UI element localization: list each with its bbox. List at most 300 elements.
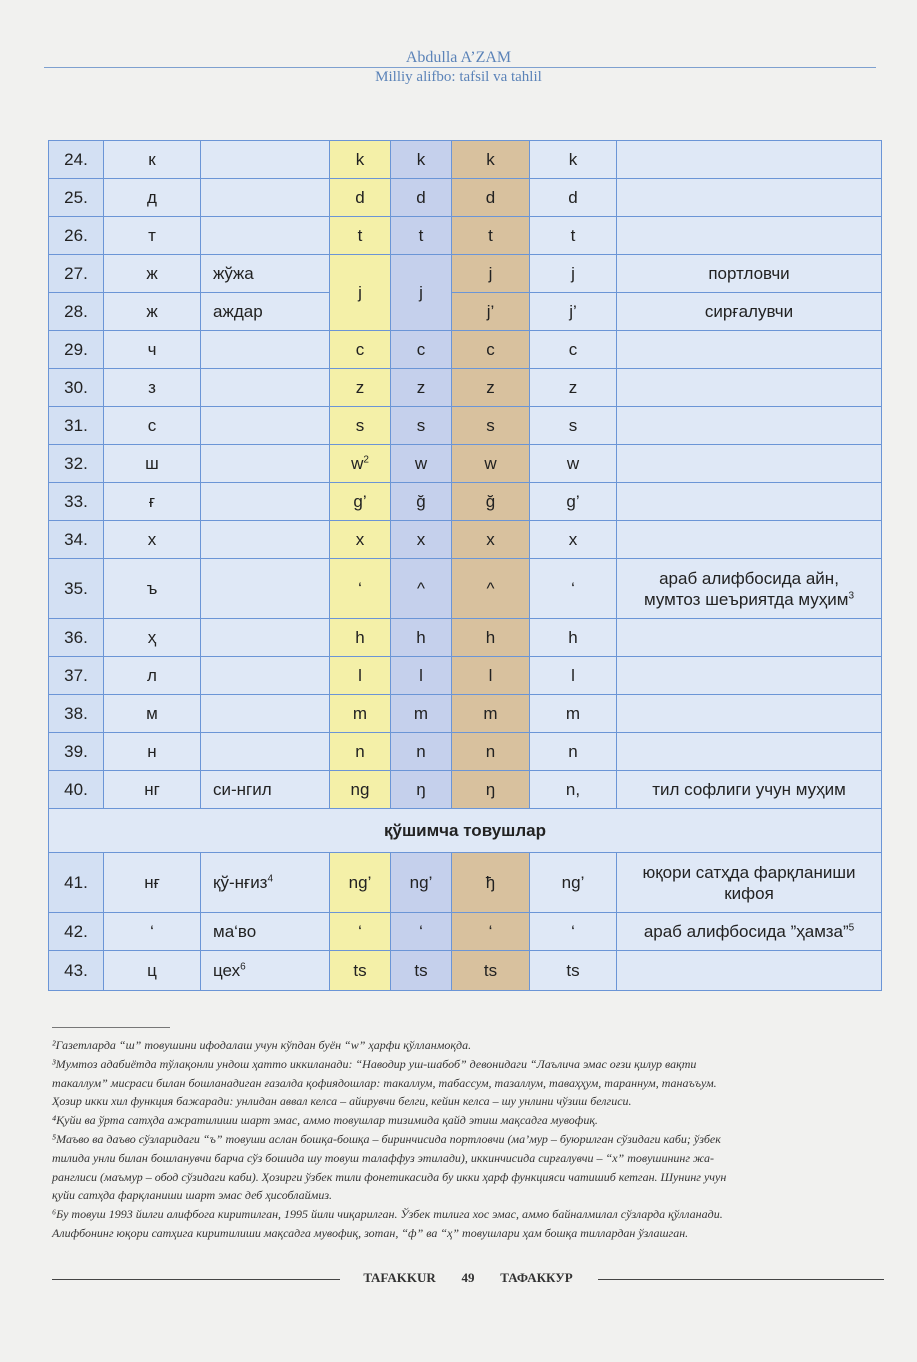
latin-variant-3-text: ŋ (485, 780, 496, 799)
note-text: юқори сатҳда фарқланиши (642, 862, 856, 882)
table-row (49, 559, 882, 619)
footer-journal-latin: TAFAKKUR (355, 1270, 443, 1285)
example-word (201, 141, 330, 179)
latin-variant-3 (452, 293, 530, 331)
note-text: сирғалувчи (704, 302, 794, 321)
latin-variant-2 (391, 369, 452, 407)
note-text: араб алифбосида айн, (659, 568, 839, 588)
latin-variant-2-text: z (416, 378, 426, 397)
latin-variant-1-text: x (355, 530, 365, 549)
latin-variant-1-text: ‘ (358, 922, 362, 941)
example-word-text: аждар (213, 302, 263, 321)
latin-variant-4 (530, 179, 617, 217)
latin-variant-2-text: m (413, 704, 429, 723)
example-word (201, 733, 330, 771)
example-word (201, 483, 330, 521)
note-cell (617, 657, 882, 695)
table-row (49, 217, 882, 255)
cyrillic-letter-text: нг (144, 780, 160, 799)
latin-variant-1 (330, 695, 391, 733)
latin-variant-1-text: n (355, 742, 365, 761)
latin-variant-4-text: ts (566, 961, 580, 980)
cyrillic-letter (104, 771, 201, 809)
latin-variant-1 (330, 483, 391, 521)
note-cell (617, 217, 882, 255)
latin-variant-4 (530, 559, 617, 619)
latin-variant-3 (452, 141, 530, 179)
latin-variant-1 (330, 445, 391, 483)
example-word (201, 179, 330, 217)
latin-variant-1-text: t (357, 226, 363, 245)
latin-variant-4-text: ‘ (571, 922, 575, 941)
footnotes (52, 1036, 882, 1243)
cyrillic-letter-text: м (146, 704, 158, 723)
cyrillic-letter (104, 657, 201, 695)
row-number (49, 445, 104, 483)
latin-variant-4-text: j’ (569, 302, 577, 321)
latin-variant-3-text: n (485, 742, 496, 761)
row-number (49, 255, 104, 293)
latin-variant-1 (330, 369, 391, 407)
latin-variant-2-text: ts (414, 961, 428, 980)
latin-variant-4 (530, 445, 617, 483)
cyrillic-letter (104, 255, 201, 293)
header-rule (44, 67, 876, 68)
latin-variant-3 (452, 217, 530, 255)
row-number-text: 29. (64, 340, 88, 359)
latin-variant-4-text: h (568, 628, 578, 647)
latin-variant-4-text: j (571, 264, 575, 283)
note-cell (617, 255, 882, 293)
latin-variant-1 (330, 913, 391, 951)
cyrillic-letter-text: с (147, 416, 157, 435)
cyrillic-letter (104, 521, 201, 559)
latin-variant-1 (330, 771, 391, 809)
cyrillic-letter (104, 369, 201, 407)
row-number-text: 40. (64, 780, 88, 799)
example-word (201, 853, 330, 913)
latin-variant-4-text: l (571, 666, 575, 685)
table-row (49, 255, 882, 293)
footnote-line: ⁶Бу товуш 1993 йилги алифбога киритилган, 1995 йили чиқарилган. Ўзбек тилига хос эмас, аммо байналмилал сўзларда қўлланади. (52, 1207, 723, 1222)
note-footnote-ref: 3 (848, 589, 855, 601)
footnote-line: тилида унли билан бошланувчи барча сўз бошида шу товуш талаффуз этилади), иккинчисида сирғалувчи – “х” товушининг жа- (52, 1150, 715, 1165)
latin-variant-4 (530, 141, 617, 179)
latin-variant-4 (530, 407, 617, 445)
example-word-text: ма‘во (213, 922, 257, 941)
cyrillic-letter-text: ш (145, 454, 159, 473)
latin-variant-3 (452, 369, 530, 407)
example-word (201, 657, 330, 695)
latin-variant-3 (452, 407, 530, 445)
latin-variant-2 (391, 407, 452, 445)
table-row (49, 657, 882, 695)
latin-variant-1-footnote-ref: 2 (363, 454, 369, 466)
example-word (201, 695, 330, 733)
latin-variant-2-text: ğ (416, 492, 426, 511)
row-number-text: 42. (64, 922, 88, 941)
latin-variant-1-text: m (352, 704, 368, 723)
latin-variant-4-text: k (568, 150, 578, 169)
example-word (201, 951, 330, 991)
row-number-text: 30. (64, 378, 88, 397)
example-word (201, 559, 330, 619)
row-number-text: 35. (64, 579, 88, 598)
table-row (49, 695, 882, 733)
latin-variant-1-text: c (355, 340, 365, 359)
cyrillic-letter-text: х (147, 530, 157, 549)
latin-variant-3 (452, 853, 530, 913)
row-number-text: 33. (64, 492, 88, 511)
latin-variant-3-text: m (483, 704, 498, 723)
footnote-line: ранглиси (маъмур – обод сўзидаги каби). Ҳозирги ўзбек тили фонетикасида бу икки ҳарф функцияси чатишиб кетган. Шунинг учун (52, 1169, 727, 1184)
note-cell (617, 369, 882, 407)
latin-variant-2-text: d (416, 188, 426, 207)
note-text: портловчи (708, 264, 790, 283)
latin-variant-2 (391, 913, 452, 951)
example-word (201, 293, 330, 331)
latin-variant-1 (330, 217, 391, 255)
note-cell (617, 445, 882, 483)
cyrillic-letter-text: к (148, 150, 156, 169)
row-number-text: 43. (64, 961, 88, 980)
note-cell (617, 559, 882, 619)
cyrillic-letter (104, 445, 201, 483)
latin-variant-1-text: ts (353, 961, 367, 980)
example-word-footnote-ref: 4 (267, 873, 274, 885)
cyrillic-letter (104, 913, 201, 951)
latin-variant-3-text: j’ (486, 302, 495, 321)
row-number-text: 37. (64, 666, 88, 685)
latin-variant-3-text: t (488, 226, 493, 245)
latin-variant-2 (391, 951, 452, 991)
section-row (49, 809, 882, 853)
row-number (49, 695, 104, 733)
latin-variant-3-text: w (484, 454, 497, 473)
latin-variant-2-text: ‘ (419, 922, 423, 941)
latin-variant-3-text: h (485, 628, 496, 647)
cyrillic-letter-text: ч (147, 340, 157, 359)
example-word (201, 913, 330, 951)
cyrillic-letter (104, 217, 201, 255)
latin-variant-1 (330, 619, 391, 657)
row-number-text: 27. (64, 264, 88, 283)
note-cell (617, 695, 882, 733)
running-header (0, 48, 917, 86)
latin-variant-3 (452, 913, 530, 951)
cyrillic-letter-text: т (148, 226, 156, 245)
example-word (201, 445, 330, 483)
latin-variant-4 (530, 657, 617, 695)
footnote-rule (52, 1027, 170, 1028)
page-number: 49 (454, 1270, 483, 1285)
latin-variant-2-text: ^ (417, 579, 425, 598)
table-row (49, 445, 882, 483)
latin-variant-3-text: d (485, 188, 496, 207)
example-word (201, 407, 330, 445)
latin-variant-4 (530, 293, 617, 331)
latin-variant-4-text: t (570, 226, 576, 245)
latin-variant-1-text: ‘ (358, 579, 362, 598)
latin-variant-2-text: ng’ (409, 873, 433, 892)
note-cell (617, 407, 882, 445)
latin-variant-4 (530, 255, 617, 293)
latin-variant-1 (330, 853, 391, 913)
latin-variant-2 (391, 657, 452, 695)
footer-journal-cyrillic: ТАФАККУР (492, 1270, 580, 1285)
latin-variant-4 (530, 853, 617, 913)
note-cell (617, 771, 882, 809)
cyrillic-letter (104, 559, 201, 619)
note-text: тил софлиги учун муҳим (652, 780, 846, 799)
row-number-text: 32. (64, 454, 88, 473)
footnote-line: ²Газетларда “ш” товушини ифодалаш учун кўпдан буён “w” ҳарфи қўлланмоқда. (52, 1038, 472, 1052)
row-number-text: 25. (64, 188, 88, 207)
latin-variant-3-text: ^ (486, 579, 495, 598)
cyrillic-letter (104, 179, 201, 217)
cyrillic-letter-text: ‘ (150, 922, 154, 941)
latin-variant-4 (530, 913, 617, 951)
latin-variant-4 (530, 733, 617, 771)
latin-variant-3-text: ğ (485, 492, 496, 511)
latin-variant-2 (391, 445, 452, 483)
cyrillic-letter (104, 951, 201, 991)
latin-variant-3 (452, 619, 530, 657)
note-text: мумтоз шеъриятда муҳим (643, 589, 849, 609)
latin-variant-2 (391, 179, 452, 217)
latin-variant-3 (452, 771, 530, 809)
latin-variant-3-text: j (488, 264, 493, 283)
page-footer (52, 1268, 884, 1290)
latin-variant-1-text: k (355, 150, 365, 169)
example-word (201, 217, 330, 255)
latin-variant-4-text: n, (565, 780, 581, 799)
row-number (49, 331, 104, 369)
latin-variant-3 (452, 695, 530, 733)
latin-variant-2-text: k (416, 150, 426, 169)
row-number (49, 913, 104, 951)
cyrillic-letter-text: ғ (148, 492, 156, 511)
latin-variant-4-text: m (565, 704, 581, 723)
latin-variant-1-text: w (351, 454, 364, 473)
note-text: кифоя (724, 883, 774, 903)
row-number (49, 407, 104, 445)
row-number (49, 733, 104, 771)
row-number-text: 34. (64, 530, 88, 549)
latin-variant-3 (452, 483, 530, 521)
example-word (201, 255, 330, 293)
cyrillic-letter (104, 483, 201, 521)
note-cell (617, 521, 882, 559)
latin-variant-2 (391, 695, 452, 733)
latin-variant-1 (330, 733, 391, 771)
latin-variant-4-text: c (568, 340, 578, 359)
cyrillic-letter-text: ж (146, 264, 158, 283)
example-word (201, 521, 330, 559)
row-number-text: 39. (64, 742, 88, 761)
example-word (201, 771, 330, 809)
cyrillic-letter (104, 141, 201, 179)
latin-variant-1-text: d (355, 188, 365, 207)
row-number-text: 38. (64, 704, 88, 723)
cyrillic-letter (104, 853, 201, 913)
latin-variant-1 (330, 141, 391, 179)
note-cell (617, 293, 882, 331)
latin-variant-2-text: ŋ (416, 780, 426, 799)
note-cell (617, 853, 882, 913)
note-text: араб алифбосида ”ҳамза” (643, 922, 849, 941)
table-row (49, 853, 882, 913)
latin-variant-2-text: n (416, 742, 426, 761)
latin-variant-4 (530, 217, 617, 255)
note-cell (617, 141, 882, 179)
note-cell (617, 913, 882, 951)
section-title: қўшимча товушлар (49, 809, 882, 853)
latin-variant-3 (452, 521, 530, 559)
latin-variant-4 (530, 951, 617, 991)
table-row (49, 521, 882, 559)
latin-variant-3 (452, 179, 530, 217)
latin-variant-1 (330, 179, 391, 217)
table-row (49, 331, 882, 369)
latin-variant-2 (391, 559, 452, 619)
latin-variant-3-text: ђ (485, 873, 496, 892)
latin-variant-1-text: ng’ (348, 873, 372, 892)
latin-variant-1-text: l (358, 666, 362, 685)
latin-variant-4 (530, 369, 617, 407)
latin-variant-4-text: s (568, 416, 578, 435)
latin-variant-3-text: z (486, 378, 495, 397)
cyrillic-letter-text: н (147, 742, 157, 761)
latin-variant-3 (452, 331, 530, 369)
row-number (49, 951, 104, 991)
row-number-text: 31. (64, 416, 88, 435)
example-word-text: си-нгил (213, 780, 272, 799)
latin-variant-1-text: j (358, 283, 362, 302)
alphabet-table (48, 140, 882, 991)
latin-variant-3-text: x (486, 530, 495, 549)
latin-variant-1 (330, 407, 391, 445)
latin-variant-2-text: w (414, 454, 428, 473)
latin-variant-2-text: x (416, 530, 426, 549)
latin-variant-1 (330, 521, 391, 559)
row-number (49, 559, 104, 619)
example-word-text: цех (213, 961, 241, 980)
table-row (49, 771, 882, 809)
latin-variant-4 (530, 771, 617, 809)
latin-variant-4 (530, 695, 617, 733)
latin-variant-2-text: l (419, 666, 423, 685)
row-number (49, 483, 104, 521)
latin-variant-2-text: t (418, 226, 424, 245)
latin-variant-2 (391, 217, 452, 255)
example-word (201, 331, 330, 369)
row-number (49, 293, 104, 331)
latin-variant-2-text: h (416, 628, 426, 647)
latin-variant-3 (452, 255, 530, 293)
cyrillic-letter-text: ҳ (147, 628, 157, 647)
table-row (49, 619, 882, 657)
latin-variant-1 (330, 255, 391, 331)
latin-variant-4-text: n (568, 742, 578, 761)
row-number (49, 179, 104, 217)
latin-variant-3-text: l (488, 666, 493, 685)
latin-variant-4-text: x (568, 530, 578, 549)
latin-variant-4 (530, 483, 617, 521)
latin-variant-2 (391, 521, 452, 559)
cyrillic-letter-text: з (148, 378, 156, 397)
note-cell (617, 179, 882, 217)
latin-variant-2 (391, 619, 452, 657)
cyrillic-letter (104, 695, 201, 733)
row-number-text: 26. (64, 226, 88, 245)
cyrillic-letter-text: л (147, 666, 157, 685)
example-word-text: қў-нғиз (213, 873, 268, 892)
latin-variant-2 (391, 331, 452, 369)
note-cell (617, 483, 882, 521)
example-word (201, 619, 330, 657)
cyrillic-letter-text: д (147, 188, 157, 207)
row-number (49, 141, 104, 179)
footnote-line: ³Мумтоз адабиётда тўлақонли ундош ҳатто иккиланади: “Наводир уш-шабоб” девонидаги “Лаълича эмас оғзи қилур вақти (52, 1056, 697, 1071)
row-number (49, 853, 104, 913)
cyrillic-letter (104, 407, 201, 445)
latin-variant-1 (330, 657, 391, 695)
latin-variant-3 (452, 951, 530, 991)
row-number (49, 369, 104, 407)
example-word (201, 369, 330, 407)
latin-variant-2 (391, 483, 452, 521)
example-word-text: жўжа (213, 264, 254, 283)
footnote-line: Алифбонинг юқори сатҳига киритилиши мақсадга мувофиқ, зотан, “ф” ва “ҳ” товушлари ҳам бошқа тиллардан ўзлашган. (52, 1225, 689, 1240)
footnote-line: ⁴Қуйи ва ўрта сатҳда ажратилиши шарт эмас, аммо товушлар тизимида қайд этиш мақсадга мувофиқ. (52, 1113, 598, 1128)
latin-variant-2 (391, 771, 452, 809)
footnote-line: ⁵Маъво ва даъво сўзларидаги “ъ” товуши аслан бошқа-бошқа – биринчисида портловчи (ма’мур – буюрилган сўзидаги каби; ўзбек (52, 1131, 721, 1146)
table-row (49, 369, 882, 407)
latin-variant-3-text: s (486, 416, 495, 435)
row-number (49, 217, 104, 255)
table-row (49, 483, 882, 521)
table-row (49, 293, 882, 331)
row-number-text: 36. (64, 628, 88, 647)
latin-variant-4-text: w (566, 454, 580, 473)
latin-variant-3-text: c (486, 340, 495, 359)
header-author: Abdulla A’ZAM (405, 49, 512, 66)
latin-variant-4 (530, 521, 617, 559)
row-number (49, 619, 104, 657)
latin-variant-4-text: z (568, 378, 578, 397)
latin-variant-3 (452, 657, 530, 695)
cyrillic-letter (104, 733, 201, 771)
latin-variant-1-text: ng (350, 780, 370, 799)
note-cell (617, 951, 882, 991)
table-row (49, 407, 882, 445)
latin-variant-1 (330, 951, 391, 991)
footnote-line: такаллум” мисраси билан бошланадиган ғазалда қофиядошлар: такаллум, табассум, тазаллум, таваҳҳум, тараннум, танаъъум. (52, 1075, 717, 1090)
latin-variant-2-text: c (416, 340, 426, 359)
latin-variant-4-text: ng’ (561, 873, 585, 892)
latin-variant-1 (330, 331, 391, 369)
cyrillic-letter-text: ц (147, 961, 157, 980)
latin-variant-3-text: ts (483, 961, 498, 980)
latin-variant-1-text: z (355, 378, 365, 397)
table-row (49, 913, 882, 951)
cyrillic-letter (104, 331, 201, 369)
table-row (49, 179, 882, 217)
row-number (49, 771, 104, 809)
footnote-line: Ҳозир икки хил функция бажаради: унлидан аввал келса – айирувчи белги, кейин келса – шу унлини чўзиш белгиси. (52, 1094, 632, 1109)
cyrillic-letter (104, 293, 201, 331)
